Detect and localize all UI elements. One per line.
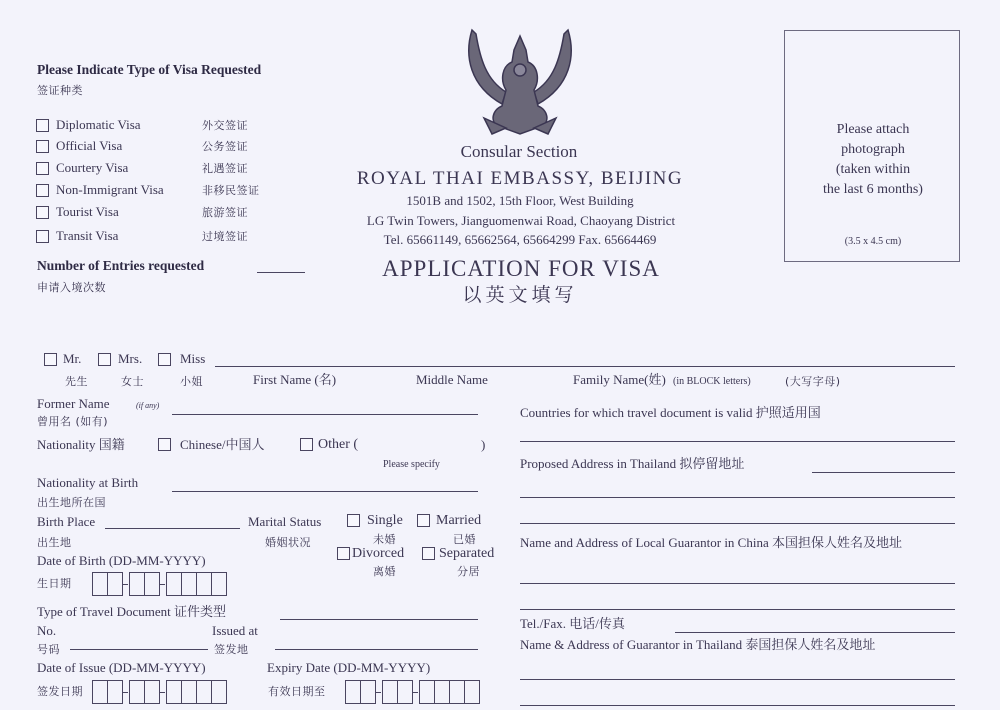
date-separator [123, 584, 128, 585]
married-label: Married [436, 513, 482, 528]
nationality-birth-label-zh: 出生地所在国 [37, 496, 106, 509]
name-input-line[interactable] [215, 366, 955, 367]
nationality-birth-label: Nationality at Birth [37, 475, 139, 490]
form-title: APPLICATION FOR VISA [382, 256, 660, 281]
entries-input-line[interactable] [257, 272, 305, 273]
visa-option-checkbox[interactable] [36, 140, 49, 153]
date-digit-box[interactable] [181, 572, 197, 596]
mrs-checkbox[interactable] [98, 353, 111, 366]
address-thailand-input-line-2[interactable] [520, 497, 955, 498]
single-checkbox[interactable] [347, 514, 360, 527]
guarantor-china-label: Name and Address of Local Guarantor in China 本国担保人姓名及地址 [520, 535, 902, 550]
travel-doc-type-input-line[interactable] [280, 619, 478, 620]
date-digit-box[interactable] [129, 572, 145, 596]
date-digit-box[interactable] [107, 680, 123, 704]
phone-fax: Tel. 65661149, 65662564, 65664299 Fax. 65664469 [383, 232, 657, 247]
divorced-label-zh: 离婚 [373, 565, 396, 578]
date-digit-box[interactable] [92, 680, 108, 704]
garuda-emblem-icon [462, 26, 578, 140]
other-label: Other ( [318, 437, 359, 452]
doc-no-input-line[interactable] [70, 649, 208, 650]
single-label: Single [367, 513, 403, 528]
middle-name-label: Middle Name [416, 372, 488, 387]
mrs-label: Mrs. [118, 351, 143, 366]
miss-checkbox[interactable] [158, 353, 171, 366]
address-line-2: LG Twin Towers, Jianguomenwai Road, Chaoyang District [366, 213, 676, 228]
address-thailand-label: Proposed Address in Thailand 拟停留地址 [520, 456, 745, 471]
visa-option-label: Courtery Visa [56, 160, 129, 175]
dob-label-zh: 生日期 [37, 577, 72, 590]
guarantor-china-input-line-2[interactable] [520, 609, 955, 610]
please-specify: Please specify [383, 459, 440, 470]
date-digit-box[interactable] [382, 680, 398, 704]
visa-type-heading-zh: 签证种类 [37, 84, 83, 97]
embassy-name: ROYAL THAI EMBASSY, BEIJING [356, 168, 684, 189]
chinese-label: Chinese/中国人 [180, 437, 265, 452]
single-label-zh: 未婚 [373, 533, 396, 546]
birth-place-label-zh: 出生地 [37, 536, 72, 549]
address-line-1: 1501B and 1502, 15th Floor, West Building [406, 193, 634, 208]
visa-option-checkbox[interactable] [36, 206, 49, 219]
date-separator [160, 692, 165, 693]
guarantor-thailand-label: Name & Address of Guarantor in Thailand 泰国担保人姓名及地址 [520, 637, 876, 652]
marital-status-label-zh: 婚姻状况 [265, 536, 311, 549]
tel-fax-input-line[interactable] [675, 632, 955, 633]
visa-option-checkbox[interactable] [36, 119, 49, 132]
dob-boxes[interactable] [92, 571, 226, 597]
date-digit-box[interactable] [92, 572, 108, 596]
entries-label: Number of Entries requested [37, 258, 205, 273]
photo-text-2: photograph [841, 142, 905, 157]
date-separator [123, 692, 128, 693]
date-digit-box[interactable] [166, 680, 182, 704]
photo-size: (3.5 x 4.5 cm) [844, 236, 902, 247]
other-nationality-checkbox[interactable] [300, 438, 313, 451]
other-close-paren: ) [481, 437, 486, 452]
date-separator [413, 692, 418, 693]
expiry-date-label: Expiry Date (DD-MM-YYYY) [267, 660, 431, 675]
visa-option-label-zh: 公务签证 [202, 140, 248, 153]
date-digit-box[interactable] [196, 572, 212, 596]
date-separator [376, 692, 381, 693]
expiry-date-label-zh: 有效日期至 [268, 685, 326, 698]
former-name-hint: (if any) [136, 401, 160, 410]
date-digit-box[interactable] [144, 572, 160, 596]
date-digit-box[interactable] [345, 680, 361, 704]
issue-date-label: Date of Issue (DD-MM-YYYY) [37, 660, 206, 675]
date-digit-box[interactable] [181, 680, 197, 704]
address-thailand-input-line-1[interactable] [812, 472, 955, 473]
block-letters-note: (in BLOCK letters) [673, 376, 751, 387]
married-label-zh: 已婚 [453, 533, 476, 546]
date-digit-box[interactable] [211, 680, 227, 704]
entries-label-zh: 申请入境次数 [37, 281, 106, 294]
mr-checkbox[interactable] [44, 353, 57, 366]
block-letters-note-zh: (大写字母) [785, 375, 841, 388]
travel-doc-type-label: Type of Travel Document 证件类型 [37, 604, 227, 619]
tel-fax-label: Tel./Fax. 电话/传真 [520, 616, 625, 631]
date-digit-box[interactable] [434, 680, 450, 704]
countries-valid-label: Countries for which travel document is valid 护照适用国 [520, 405, 821, 420]
nationality-birth-input-line[interactable] [172, 491, 478, 492]
date-separator [160, 584, 165, 585]
former-name-label: Former Name [37, 396, 110, 411]
date-digit-box[interactable] [144, 680, 160, 704]
guarantor-china-input-line-1[interactable] [520, 583, 955, 584]
miss-label-zh: 小姐 [180, 375, 203, 388]
date-digit-box[interactable] [449, 680, 465, 704]
visa-option-label: Non-Immigrant Visa [56, 182, 164, 197]
visa-option-checkbox[interactable] [36, 162, 49, 175]
birth-place-input-line[interactable] [105, 528, 240, 529]
date-digit-box[interactable] [464, 680, 480, 704]
date-digit-box[interactable] [166, 572, 182, 596]
birth-place-label: Birth Place [37, 514, 96, 529]
visa-option-label: Transit Visa [56, 228, 119, 243]
issued-at-label-zh: 签发地 [214, 643, 249, 656]
issue-date-label-zh: 签发日期 [37, 685, 83, 698]
date-digit-box[interactable] [211, 572, 227, 596]
issued-at-label: Issued at [212, 623, 258, 638]
chinese-checkbox[interactable] [158, 438, 171, 451]
photo-text-3: (taken within [835, 162, 911, 177]
form-subtitle: 以英文填写 [462, 284, 578, 306]
visa-option-label: Diplomatic Visa [56, 117, 141, 132]
visa-option-label-zh: 旅游签证 [202, 206, 248, 219]
guarantor-thailand-input-line-1[interactable] [520, 679, 955, 680]
visa-option-label-zh: 过境签证 [202, 230, 248, 243]
date-digit-box[interactable] [129, 680, 145, 704]
issue-date-boxes[interactable] [92, 679, 226, 705]
visa-option-label-zh: 外交签证 [202, 119, 248, 132]
former-name-label-zh: 曾用名 (如有) [37, 415, 109, 428]
visa-option-checkbox[interactable] [36, 230, 49, 243]
separated-label: Separated [439, 546, 495, 561]
separated-checkbox[interactable] [422, 547, 435, 560]
dob-label: Date of Birth (DD-MM-YYYY) [37, 553, 206, 568]
married-checkbox[interactable] [417, 514, 430, 527]
marital-status-label: Marital Status [248, 514, 322, 529]
photo-text-4: the last 6 months) [823, 182, 923, 197]
date-digit-box[interactable] [107, 572, 123, 596]
guarantor-thailand-input-line-2[interactable] [520, 705, 955, 706]
first-name-label: First Name (名) [253, 372, 337, 387]
family-name-label: Family Name(姓) [573, 372, 666, 387]
address-thailand-input-line-3[interactable] [520, 523, 955, 524]
doc-no-label-zh: 号码 [37, 643, 60, 656]
visa-option-label: Tourist Visa [56, 204, 119, 219]
visa-option-label: Official Visa [56, 138, 123, 153]
date-digit-box[interactable] [397, 680, 413, 704]
date-digit-box[interactable] [419, 680, 435, 704]
mr-label: Mr. [63, 351, 82, 366]
consular-section: Consular Section [460, 142, 578, 161]
nationality-label: Nationality 国籍 [37, 437, 125, 452]
visa-option-checkbox[interactable] [36, 184, 49, 197]
divorced-checkbox[interactable] [337, 547, 350, 560]
mr-label-zh: 先生 [65, 375, 88, 388]
photo-text-1: Please attach [836, 122, 910, 137]
miss-label: Miss [180, 351, 206, 366]
former-name-input-line[interactable] [172, 414, 478, 415]
countries-valid-input-line[interactable] [520, 441, 955, 442]
date-digit-box[interactable] [196, 680, 212, 704]
issued-at-input-line[interactable] [275, 649, 478, 650]
photo-box[interactable] [784, 30, 960, 262]
mrs-label-zh: 女士 [121, 375, 144, 388]
expiry-date-boxes[interactable] [345, 679, 479, 705]
visa-option-label-zh: 非移民签证 [202, 184, 260, 197]
doc-no-label: No. [37, 623, 57, 638]
date-digit-box[interactable] [360, 680, 376, 704]
separated-label-zh: 分居 [457, 565, 480, 578]
visa-type-heading: Please Indicate Type of Visa Requested [37, 62, 262, 77]
visa-option-label-zh: 礼遇签证 [202, 162, 248, 175]
divorced-label: Divorced [352, 546, 405, 561]
